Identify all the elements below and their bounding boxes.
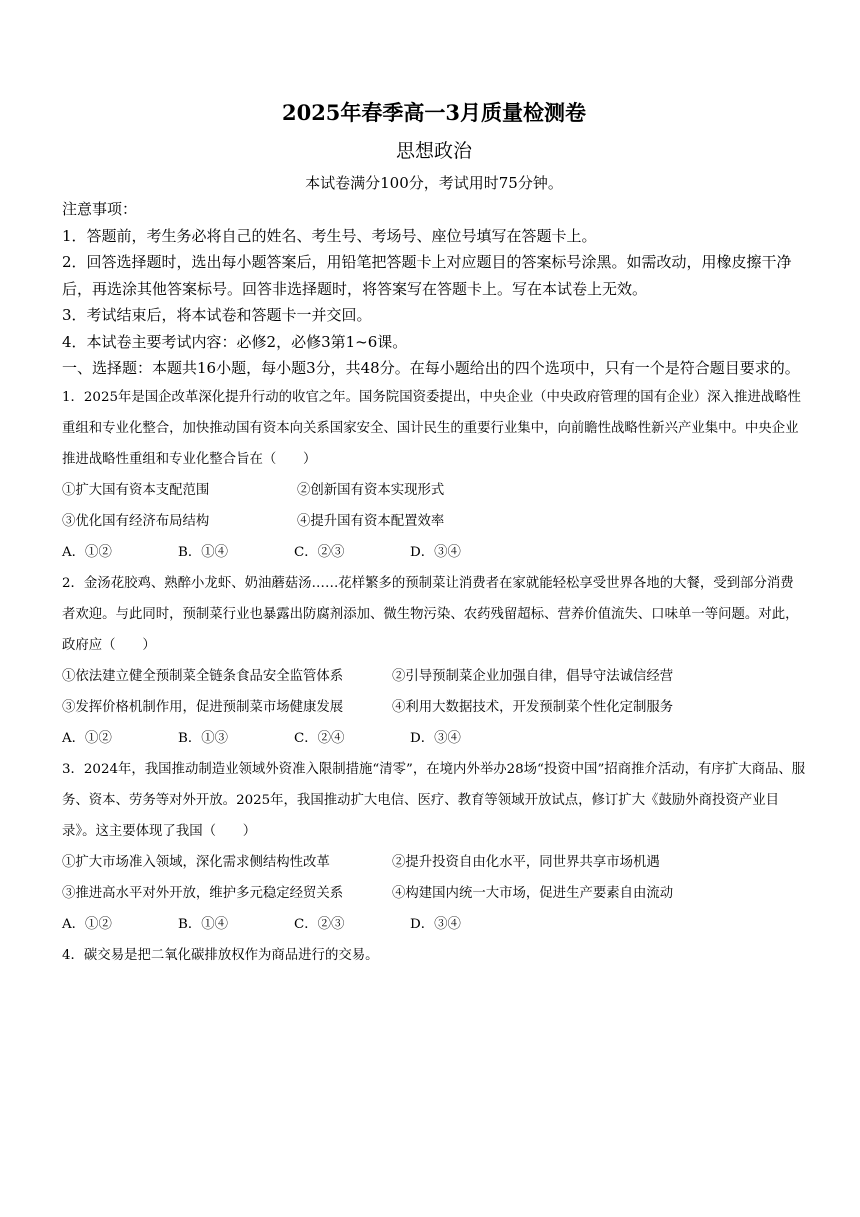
option: ②创新国有资本实现形式 [297,482,445,498]
option: ①扩大市场准入领域，深化需求侧结构性改革 [62,854,330,870]
question-2 [62,568,806,754]
option-row [62,847,806,878]
answer-row [62,723,806,754]
section-heading: 一、选择题：本题共16小题，每小题3分，共48分。在每小题给出的四个选项中，只有一个是符合题目要求的。 [62,359,800,377]
option-row [62,475,806,506]
question-3 [62,754,806,940]
option: ③发挥价格机制作用，促进预制菜市场健康发展 [62,699,344,715]
answer-row [62,909,806,940]
question-stem: 1．2025年是国企改革深化提升行动的收官之年。国务院国资委提出，中央企业（中央政府管理的国有企业）深入推进战略性重组和专业化整合，加快推动国有资本向关系国家安全、国计民生的重要行业集中，向前瞻性战略性新兴产业集中。中央企业推进战略性重组和专业化整合旨在（ ） [62,389,801,467]
option-row [62,506,806,537]
answer-row [62,537,806,568]
question-1 [62,382,806,568]
option: ②提升投资自由化水平，同世界共享市场机遇 [392,854,660,870]
answer-choice-c: C．②③ [294,544,345,560]
question-4 [62,940,806,971]
answer-choice-d: D．③④ [410,916,461,932]
option-row [62,878,806,909]
option: ③优化国有经济布局结构 [62,513,210,529]
answer-choice-a: A．①② [62,544,112,560]
answer-choice-b: B．①③ [178,730,229,746]
option: ④构建国内统一大市场，促进生产要素自由流动 [392,885,674,901]
answer-choice-c: C．②④ [294,730,345,746]
answer-choice-c: C．②③ [294,916,345,932]
notice-item: 1．答题前，考生务必将自己的姓名、考生号、考场号、座位号填写在答题卡上。 [62,226,597,245]
question-stem: 3．2024年，我国推动制造业领域外资准入限制措施“清零”，在境内外举办28场“投资中国”招商推介活动，有序扩大商品、服务、资本、劳务等对外开放。2025年，我国推动扩大电信、医疗、教育等领域开放试点，修订扩大《鼓励外商投资产业目录》。这主要体现了我国（ ） [62,761,806,839]
answer-choice-a: A．①② [62,916,112,932]
subject-title: 思想政治 [395,140,472,162]
notice-heading: 注意事项： [62,200,138,218]
option-row [62,692,806,723]
notice-item: 2．回答选择题时，选出每小题答案后，用铅笔把答题卡上对应题目的答案标号涂黑。如需改动，用橡皮擦干净后，再选涂其他答案标号。回答非选择题时，将答案写在答题卡上。写在本试卷上无效。 [62,253,792,298]
answer-choice-b: B．①④ [178,544,229,560]
question-stem: 2．金汤花胶鸡、熟醉小龙虾、奶油蘑菇汤……花样繁多的预制菜让消费者在家就能轻松享受世界各地的大餐，受到部分消费者欢迎。与此同时，预制菜行业也暴露出防腐剂添加、微生物污染、农药残留超标、营养价值流失、口味单一等问题。对此，政府应（ ） [62,575,799,653]
option: ④利用大数据技术，开发预制菜个性化定制服务 [392,699,674,715]
option: ①扩大国有资本支配范围 [62,482,210,498]
option: ①依法建立健全预制菜全链条食品安全监管体系 [62,668,344,684]
notice-block [62,196,806,355]
exam-meta: 本试卷满分100分，考试用时75分钟。 [305,174,563,192]
exam-page [62,96,806,971]
answer-choice-d: D．③④ [410,544,461,560]
answer-choice-d: D．③④ [410,730,461,746]
option: ③推进高水平对外开放，维护多元稳定经贸关系 [62,885,344,901]
option-row [62,661,806,692]
notice-item: 3．考试结束后，将本试卷和答题卡一并交回。 [62,306,372,324]
question-stem: 4．碳交易是把二氧化碳排放权作为商品进行的交易。 [62,947,379,963]
option: ④提升国有资本配置效率 [297,513,445,529]
option: ②引导预制菜企业加强自律，倡导守法诚信经营 [392,668,674,684]
exam-title: 2025年春季高一3月质量检测卷 [281,100,587,125]
notice-item: 4．本试卷主要考试内容：必修2，必修3第1~6课。 [62,332,408,351]
answer-choice-b: B．①④ [178,916,229,932]
answer-choice-a: A．①② [62,730,112,746]
